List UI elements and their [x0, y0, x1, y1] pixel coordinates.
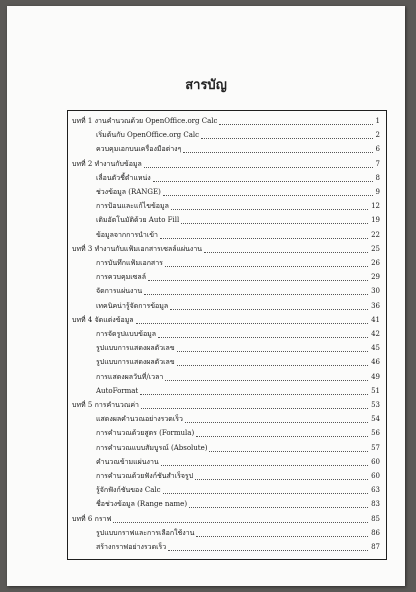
toc-entry-page-number: 46: [371, 358, 380, 367]
toc-leader-dots: [160, 238, 368, 239]
toc-section-entry: [68, 271, 386, 283]
toc-chapter-entry: [68, 399, 386, 411]
toc-leader-dots: [158, 337, 368, 338]
toc-entry-label: เลื่อนตัวชี้ตำแหน่ง: [96, 173, 151, 182]
toc-section-entry: [68, 257, 386, 269]
toc-leader-dots: [168, 550, 368, 551]
toc-entry-label: ควบคุมเอกบนเครื่องมือต่างๆ: [96, 145, 182, 154]
toc-entry-label: ข้อมูลจากการนำเข้า: [96, 230, 158, 239]
toc-entry-page-number: 6: [375, 145, 380, 154]
toc-chapter-entry: [68, 243, 386, 255]
toc-leader-dots: [189, 507, 368, 508]
toc-entry-page-number: 42: [371, 330, 380, 338]
toc-leader-dots: [163, 195, 373, 196]
toc-leader-dots: [177, 365, 368, 366]
toc-leader-dots: [196, 436, 368, 437]
toc-entry-label: ช่วงข้อมูล (RANGE): [96, 188, 161, 196]
toc-entry-label: เริ่มต้นกับ OpenOffice.org Calc: [96, 131, 200, 140]
toc-entry-label: เติมอัตโนมัติด้วย Auto Fill: [96, 216, 180, 225]
toc-entry-page-number: 9: [375, 188, 380, 196]
toc-section-entry: [68, 285, 386, 297]
toc-entry-page-number: 22: [371, 230, 380, 239]
toc-entry-page-number: 30: [371, 287, 380, 296]
toc-entry-page-number: 1: [375, 117, 380, 125]
toc-entry-label: บทที่ 5 การคำนวณค่า: [72, 401, 139, 409]
toc-entry-page-number: 87: [371, 543, 380, 551]
toc-leader-dots: [209, 451, 368, 452]
toc-entry-label: บทที่ 3 ทำงานกับแฟ้มเอกสารเซลล์แผ่นงาน: [72, 244, 203, 253]
toc-chapter-entry: [68, 314, 386, 326]
toc-entry-label: การป้อนและแก้ไขข้อมูล: [96, 202, 169, 211]
toc-leader-dots: [165, 380, 368, 381]
toc-entry-label: รูปแบบการแสดงผลตัวเลข: [96, 358, 175, 367]
toc-entry-label: บทที่ 1 งานคำนวณด้วย OpenOffice.org Calc: [72, 117, 218, 125]
toc-leader-dots: [148, 280, 368, 281]
toc-leader-dots: [144, 167, 373, 168]
toc-leader-dots: [196, 536, 368, 537]
toc-section-entry: [68, 328, 386, 340]
toc-leader-dots: [185, 422, 368, 423]
toc-entry-label: AutoFormat: [96, 386, 139, 395]
toc-leader-dots: [219, 124, 373, 125]
toc-leader-dots: [201, 138, 373, 139]
toc-entry-label: บทที่ 6 กราฟ: [72, 514, 112, 523]
toc-section-entry: [68, 342, 386, 354]
toc-chapter-entry: [68, 115, 386, 127]
toc-entry-page-number: 85: [371, 514, 380, 523]
toc-section-entry: [68, 413, 386, 425]
toc-section-entry: [68, 186, 386, 198]
toc-section-entry: [68, 442, 386, 454]
toc-leader-dots: [171, 209, 368, 210]
toc-frame: [67, 110, 387, 560]
document-page: [7, 6, 405, 586]
toc-entry-label: จัดการแผ่นงาน: [96, 287, 143, 296]
toc-entry-page-number: 56: [371, 429, 380, 438]
toc-entry-page-number: 19: [371, 216, 380, 225]
toc-entry-label: รู้จักฟังก์ชันของ Calc: [96, 486, 161, 495]
toc-entry-label: การบันทึกแฟ้มเอกสาร: [96, 259, 163, 267]
toc-leader-dots: [141, 408, 368, 409]
toc-entry-page-number: 7: [375, 159, 380, 168]
toc-entry-label: บทที่ 2 ทำงานกับข้อมูล: [72, 159, 142, 168]
toc-entry-label: การจัดรูปแบบข้อมูล: [96, 330, 157, 338]
toc-entry-label: การคำนวณแบบสัมบูรณ์ (Absolute): [96, 443, 208, 452]
toc-leader-dots: [161, 465, 368, 466]
toc-leader-dots: [204, 252, 368, 253]
toc-section-entry: [68, 541, 386, 553]
toc-entry-page-number: 49: [371, 372, 380, 381]
toc-chapter-entry: [68, 513, 386, 525]
toc-entry-label: สร้างกราฟอย่างรวดเร็ว: [96, 543, 167, 551]
toc-section-entry: [68, 214, 386, 226]
toc-entry-page-number: 51: [371, 386, 380, 395]
toc-entry-page-number: 53: [371, 401, 380, 409]
toc-section-entry: [68, 427, 386, 439]
toc-entry-page-number: 29: [371, 273, 380, 282]
toc-entry-label: รูปแบบการแสดงผลตัวเลข: [96, 344, 175, 353]
toc-entry-page-number: 45: [371, 344, 380, 353]
toc-section-entry: [68, 200, 386, 212]
toc-entry-page-number: 83: [371, 500, 380, 509]
toc-section-entry: [68, 484, 386, 496]
toc-leader-dots: [170, 309, 368, 310]
toc-leader-dots: [181, 223, 368, 224]
toc-leader-dots: [153, 181, 373, 182]
toc-entry-label: คำนวณข้ามแผ่นงาน: [96, 457, 159, 466]
toc-chapter-entry: [68, 158, 386, 170]
toc-entry-page-number: 60: [371, 457, 380, 466]
toc-entry-page-number: 8: [375, 173, 380, 182]
toc-leader-dots: [165, 266, 368, 267]
toc-entry-page-number: 54: [371, 415, 380, 424]
toc-leader-dots: [136, 323, 368, 324]
toc-section-entry: [68, 129, 386, 141]
toc-section-entry: [68, 172, 386, 184]
toc-entry-label: การแสดงผลวันที่/เวลา: [96, 372, 164, 381]
toc-entry-page-number: 36: [371, 301, 380, 310]
page-title: สารบัญ: [185, 78, 227, 93]
toc-entry-page-number: 60: [371, 472, 380, 480]
toc-entry-page-number: 2: [375, 131, 380, 140]
toc-section-entry: [68, 300, 386, 312]
toc-entry-page-number: 57: [371, 443, 380, 452]
toc-section-entry: [68, 371, 386, 383]
toc-leader-dots: [163, 493, 368, 494]
toc-leader-dots: [177, 351, 368, 352]
toc-entry-page-number: 12: [371, 202, 380, 211]
toc-entry-label: บทที่ 4 จัดแต่งข้อมูล: [72, 315, 134, 324]
toc-section-entry: [68, 498, 386, 510]
toc-entry-label: เทคนิคน่ารู้จัดการข้อมูล: [96, 301, 169, 310]
toc-entry-page-number: 26: [371, 259, 380, 267]
toc-section-entry: [68, 385, 386, 397]
toc-entry-page-number: 41: [371, 315, 380, 324]
toc-section-entry: [68, 456, 386, 468]
toc-section-entry: [68, 470, 386, 482]
toc-entry-label: ชื่อช่วงข้อมูล (Range name): [96, 500, 188, 509]
toc-leader-dots: [195, 479, 368, 480]
toc-leader-dots: [144, 294, 368, 295]
toc-entry-label: การควบคุมเซลล์: [96, 273, 147, 282]
toc-leader-dots: [113, 522, 368, 523]
toc-section-entry: [68, 143, 386, 155]
toc-entry-page-number: 86: [371, 528, 380, 537]
toc-entry-label: แสดงผลคำนวณอย่างรวดเร็ว: [96, 415, 183, 424]
toc-leader-dots: [140, 394, 368, 395]
toc-leader-dots: [183, 152, 373, 153]
toc-entry-label: รูปแบบกราฟและการเลือกใช้งาน: [96, 528, 195, 537]
toc-entry-page-number: 25: [371, 244, 380, 253]
toc-section-entry: [68, 356, 386, 368]
toc-section-entry: [68, 527, 386, 539]
toc-entry-page-number: 63: [371, 486, 380, 495]
toc-section-entry: [68, 229, 386, 241]
toc-entry-label: การคำนวณด้วยฟังก์ชันสำเร็จรูป: [96, 472, 194, 480]
toc-entry-label: การคำนวณด้วยสูตร (Formula): [96, 429, 195, 438]
